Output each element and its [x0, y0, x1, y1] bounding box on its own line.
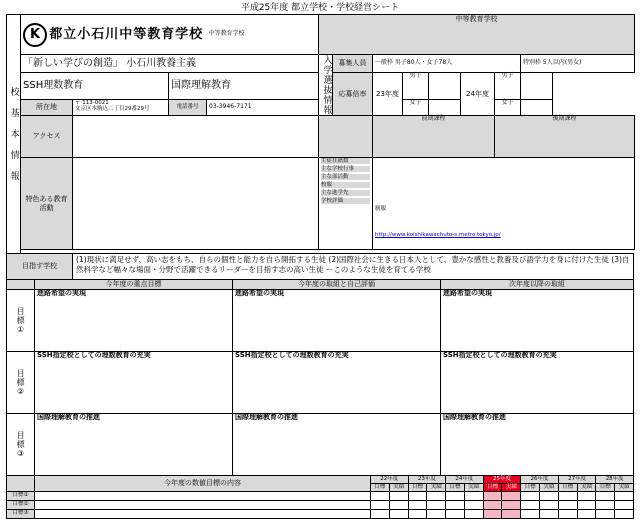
- document-title: 平成25年度 都立学校・学校経営シート: [240, 3, 400, 13]
- clubs-label: 主な部活動: [321, 174, 370, 180]
- evaluation-2-title: SSH指定校としての理数教育の充実: [235, 351, 349, 359]
- phone-label: 電話番号: [169, 100, 207, 116]
- ratio-boys-23: 男子: [403, 73, 429, 100]
- ratio-label: 応募倍率: [333, 73, 373, 116]
- target-1-label: 目標①: [7, 290, 35, 352]
- next-3-title: 国際理解教育の推進: [443, 413, 506, 421]
- next-1-title: 進路希望の実現: [443, 289, 492, 297]
- location-label: 所在地: [21, 100, 73, 116]
- targets-table: [6, 279, 634, 476]
- students-label: 生徒在籍数: [321, 158, 370, 164]
- basic-info-table: [6, 14, 635, 254]
- phone-number: 03-3946-7171: [207, 100, 319, 116]
- uniform-type: 制服: [375, 206, 387, 212]
- school-name: 都立小石川中等教育学校: [49, 26, 204, 42]
- late-term-label: 後期課程: [495, 116, 635, 158]
- goal-table: [6, 253, 634, 280]
- numeric-header: 今年度の数値目標の内容: [35, 476, 371, 492]
- ratio-boys-24: 男子: [495, 73, 521, 100]
- address: 文京区本駒込二丁目29番29号: [75, 106, 150, 113]
- target-2-label: 目標②: [7, 352, 35, 414]
- slogan: 「新しい学びの創造」 小石川教養主義: [21, 55, 319, 73]
- numeric-row-1-label: 目標①: [7, 492, 35, 501]
- features-label: 特色ある教育活動: [21, 158, 73, 250]
- recruit-label: 募集人員: [333, 55, 373, 73]
- goal-text: (1)現状に満足せず、高い志をもち、自らの個性と能力を自ら開拓する生徒 (2)国際社会に生きる日本人として、豊かな感性と教養及び語学力を身に付けた生徒 (3)自然科学など幅々な場面・分野で活躍できるリーダーを目指す志の高い生徒 ーこのような生徒を育てる学校: [73, 254, 634, 280]
- special-recruit: 特別枠 5人以内(男女): [521, 55, 635, 73]
- slogan-ssh: SSH理数教育: [21, 73, 169, 100]
- events-label: 主な学校行事: [321, 166, 370, 172]
- target-1-title: 進路希望の実現: [37, 289, 86, 297]
- postal-code: 〒 113-0021: [75, 100, 109, 106]
- school-type: 中等教育学校: [207, 15, 319, 55]
- target-3-label: 目標③: [7, 414, 35, 476]
- website-link[interactable]: http://www.koishikawachuto-s.metro.tokyo.jp/: [375, 232, 501, 239]
- header-current-targets: 今年度の重点目標: [35, 280, 233, 290]
- ratio-year24: 24年度: [461, 73, 495, 116]
- evaluation-label: 学校評価: [321, 198, 370, 204]
- goal-label: 目指す学校: [7, 254, 73, 280]
- access-label: アクセス: [21, 116, 73, 158]
- ratio-girls-24: 女子: [495, 100, 521, 116]
- target-3-title: 国際理解教育の推進: [37, 413, 100, 421]
- recruit-value: 一般枠 男子80人・女子78人: [373, 55, 521, 73]
- early-term-label: 前期課程: [373, 116, 495, 158]
- admission-column-label: 入学選抜情報: [319, 55, 333, 116]
- next-2-title: SSH指定校としての理数教育の充実: [443, 351, 557, 359]
- school-logo-icon: K: [23, 23, 47, 47]
- header-self-evaluation: 今年度の取組と自己評価: [233, 280, 441, 290]
- numeric-row-3-label: 目標③: [7, 510, 35, 519]
- numeric-targets-table: 今年度の数値目標の内容 22年度 23年度 24年度 25年度 26年度 27年度 28年度 目標 実績 目標 実績 目標 実績 目標 実績 目標 実績 目標 実績 目標 実績 目標① 目標② 目標③: [6, 475, 634, 519]
- evaluation-1-title: 進路希望の実現: [235, 289, 284, 297]
- ratio-girls-23: 女子: [403, 100, 429, 116]
- ratio-year23: 23年度: [373, 73, 403, 116]
- evaluation-3-title: 国際理解教育の推進: [235, 413, 298, 421]
- grads-label: 主な進学先: [321, 190, 370, 196]
- numeric-row-2-label: 目標②: [7, 501, 35, 510]
- target-2-title: SSH指定校としての理数教育の充実: [37, 351, 151, 359]
- slogan-international: 国際理解教育: [169, 73, 319, 100]
- uniform-label: 校服: [321, 182, 370, 188]
- header-next-year: 次年度以降の取組: [441, 280, 634, 290]
- basic-info-column-label: 校 基 本 情 報: [7, 15, 21, 254]
- right-header: 中等教育学校: [319, 15, 635, 55]
